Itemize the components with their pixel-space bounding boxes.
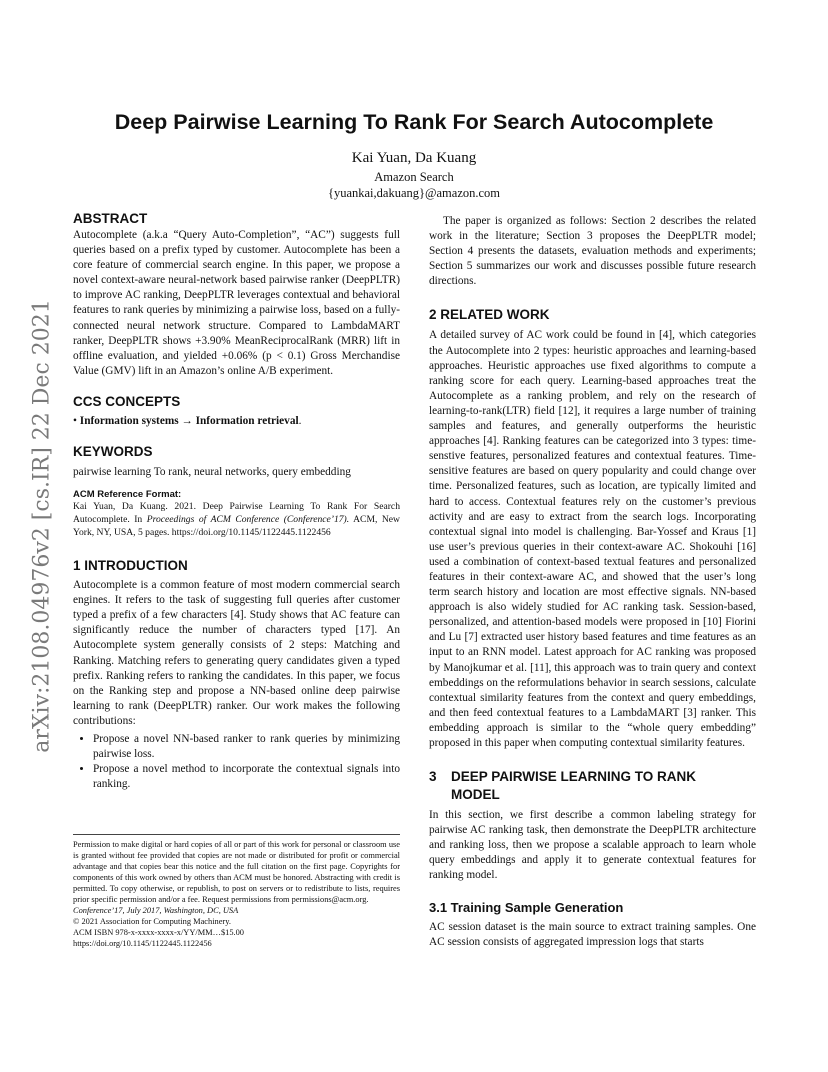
conference-info: Conference’17, July 2017, Washington, DC, USA <box>73 906 239 915</box>
list-item: • Propose a novel method to incorporate the contextual signals into ranking. <box>93 762 400 792</box>
acm-reference-venue: Proceedings of ACM Conference (Conference’17). <box>146 514 350 526</box>
arxiv-identifier: arXiv:2108.04976v2 [cs.IR] 22 Dec 2021 <box>29 299 55 753</box>
introduction-heading: 1 INTRODUCTION <box>73 558 188 574</box>
ccs-bullet: • <box>73 414 77 427</box>
doi-line: https://doi.org/10.1145/1122445.1122456 <box>73 939 212 948</box>
list-item: • Propose a novel NN-based ranker to rank queries by minimizing pairwise loss. <box>93 732 400 762</box>
acm-reference-text: Kai Yuan, Da Kuang. 2021. Deep Pairwise Learning To Rank For Search Autocomplete. In Proceedings of ACM Conference (Conference’17). ACM, New York, NY, USA, 5 pages. https://doi.org/10.1145/1122445.1122456 <box>73 501 400 539</box>
paper-title: Deep Pairwise Learning To Rank For Search Autocomplete <box>114 110 714 134</box>
related-work-text: A detailed survey of AC work could be found in [4], which categories the Autocomplete into 2 types: heuristic approaches and learning-based approaches. Heuristic approaches use fixed algorithms to compute a ranking score for each query. Learning-based approaches treat the Autocomplete as a ranking problem, and rely on the research of learning-to-rank(LTR) field [12], it requires a large number of training samples and features, and generally outperforms the heuristic approaches [4]. Ranking features can be categorized into 3 types: time-senstive features, personalized features and contextual features. Time-sensitive features are based on query popularity and could change over time. Personalized features, such as location, are typically limited and hard to access. Contextual features rely on the customer’s previous activity and are easy to extract from the search logs. Incorporating contextual signal into model is challenging. Bar-Yossef and Kraus [1] use user’s previous queries in their context-aware AC. Shokouhi [16] used a combination of context-based textual features and personalized features in their context-aware AC, and showed that the user’s long term search history and location are most effective signals. NN-based approach is also widely studied for AC ranking task. Session-based, personalized, and attention-based models were proposed in [10] Fiorini and Lu [7] extracted user history based features and time features as an input to an RNN model. Latest approach for AC ranking was proposed by Manojkumar et al. [11], this approach was to train query and context embeddings on the reformulations behavior in search sessions, calculate contextual similarity features from the context and query embeddings, and then feed contextual features to a LambdaMART [3] ranker. This embedding approach is similar to the “whole query embedding” proposed in this paper when computing contextual similarity features. <box>429 329 756 749</box>
keywords-heading: KEYWORDS <box>73 443 153 459</box>
permission-footnote <box>73 834 400 949</box>
organization-text: The paper is organized as follows: Section 2 describes the related work in the literature; Section 3 proposes the DeepPLTR model; Section 4 presents the datasets, evaluation methods and experiments; Section 5 summarizes our work and discusses possible future research directions. <box>429 215 756 288</box>
isbn-line: ACM ISBN 978-x-xxxx-xxxx-x/YY/MM…$15.00 <box>73 928 244 937</box>
ccs-arrow: → <box>181 414 193 427</box>
deep-pltr-heading <box>429 768 756 804</box>
training-sample-text: AC session dataset is the main source to extract training samples. One AC session consists of aggregated impression logs that starts <box>429 920 756 948</box>
deep-pltr-text: In this section, we first describe a common labeling strategy for pairwise AC ranking task, then demonstrate the DeepPLTR architecture and ranking loss, then we propose a scalable approach to learn whole query embeddings and apply it to generate contextual features for ranking model. <box>429 809 756 882</box>
ccs-concepts <box>73 414 400 429</box>
copyright-line: © 2021 Association for Computing Machinery. <box>73 917 231 926</box>
ccs-item-b: Information retrieval <box>195 414 299 427</box>
related-work-heading: 2 RELATED WORK <box>429 307 550 323</box>
affiliation: Amazon Search <box>374 170 454 184</box>
section-number: 3 <box>429 769 437 785</box>
author-email: {yuankai,dakuang}@amazon.com <box>327 186 501 200</box>
left-column <box>73 210 400 792</box>
ccs-end: . <box>298 414 302 427</box>
section-title: DEEP PAIRWISE LEARNING TO RANK MODEL <box>451 769 697 803</box>
authors: Kai Yuan, Da Kuang <box>351 150 477 166</box>
keywords-text: pairwise learning To rank, neural networks, query embedding <box>73 465 351 478</box>
contributions-list <box>73 732 400 792</box>
permission-text: Permission to make digital or hard copies of all or part of this work for personal or classroom use is granted without fee provided that copies are not made or distributed for profit or commercial advantage and that copies bear this notice and the full citation on the first page. Copyrights for components of this work owned by others than ACM must be honored. Abstracting with credit is permitted. To copy otherwise, or republish, to post on servers or to redistribute to lists, requires prior specific permission and/or a fee. Request permissions from permissions@acm.org. <box>73 840 400 904</box>
abstract-text: Autocomplete (a.k.a “Query Auto-Completion”, “AC”) suggests full queries based on a prefix typed by customer. Autocomplete has been a core feature of commercial search engine. In this paper, we propose a novel context-aware neural-network based pairwise ranker (DeepPLTR) to improve AC ranking, DeepPLTR leverages contextual and behavioral features to rank queries by minimizing a pairwise loss, based on a fully-connected neural network structure. Compared to LambdaMART ranker, DeepPLTR shows +3.90% MeanReciprocalRank (MRR) lift in offline evaluation, and yielded +0.06% (p < 0.1) Gross Merchandise Value (GMV) lift in an Amazon’s online A/B experiment. <box>73 229 400 377</box>
right-column <box>429 214 756 950</box>
ccs-heading: CCS CONCEPTS <box>73 393 181 409</box>
acm-reference-heading: ACM Reference Format: <box>73 489 182 501</box>
training-sample-heading: 3.1 Training Sample Generation <box>429 899 624 915</box>
introduction-text: Autocomplete is a common feature of most modern commercial search engines. It refers to the task of suggesting full queries after customer typed a prefix of a few characters [4]. Study shows that AC feature can significantly reduce the number of characters typed [17]. An Autocomplete system generally consists of 2 steps: Matching and Ranking. Matching refers to generating query candidates given a typed prefix. Ranking refers to ranking the candidates. In this paper, we focus on the Ranking step and propose a NN-based online deep pairwise learning to rank (DeepPLTR) ranker. Our work makes the following contributions: <box>73 579 400 727</box>
ccs-item-a: Information systems <box>79 414 179 427</box>
abstract-heading: ABSTRACT <box>73 211 148 226</box>
